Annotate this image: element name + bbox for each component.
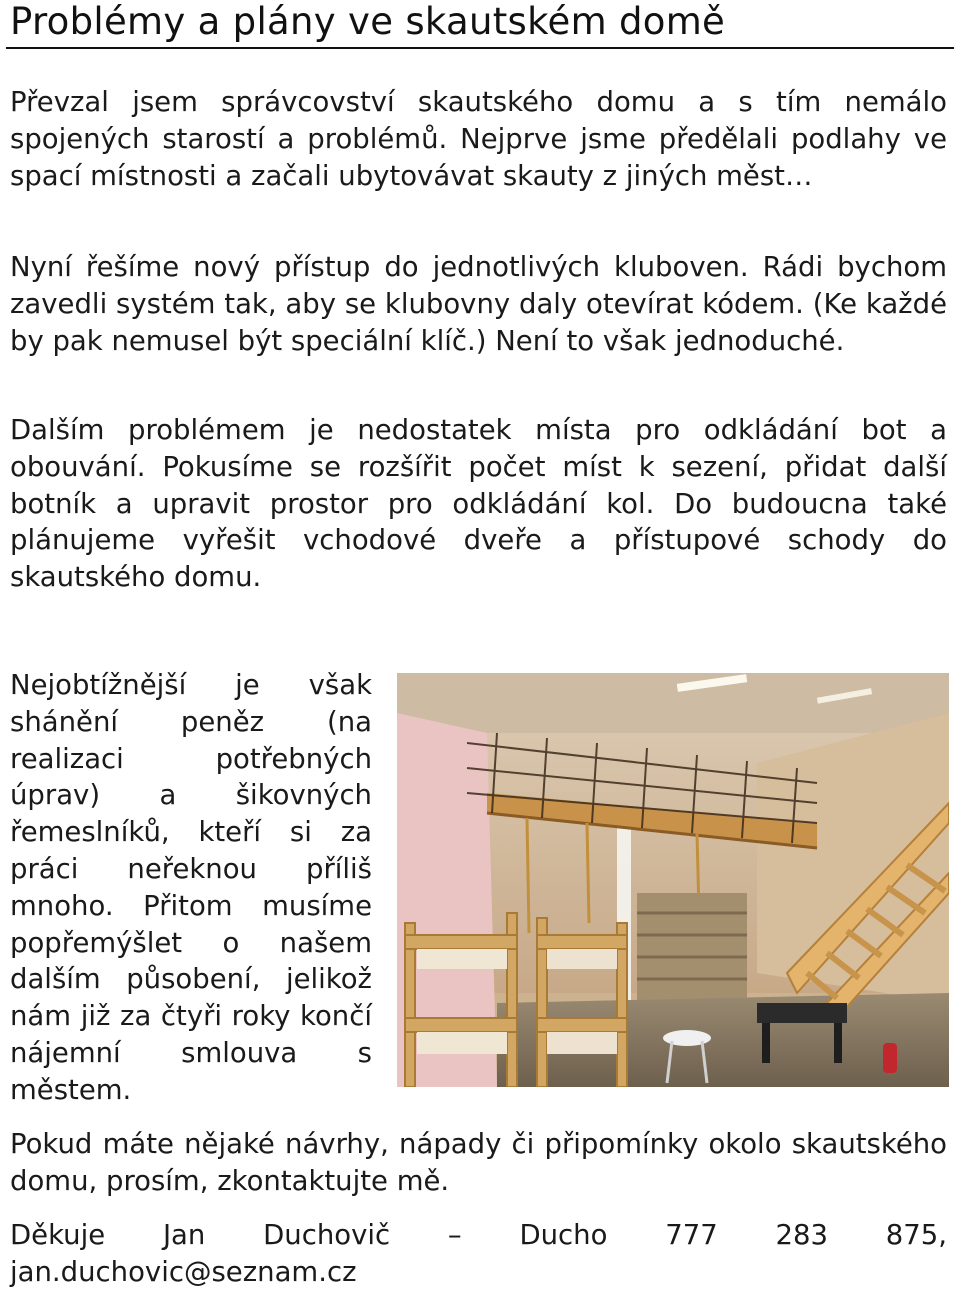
- email-link[interactable]: jan.duchovic@seznam.cz: [10, 1256, 357, 1288]
- dormitory-photo: [397, 673, 949, 1087]
- signature-line: Děkuje Jan Duchovič – Ducho 777 283 875,: [10, 1219, 947, 1251]
- page-title: Problémy a plány ve skautském domě: [10, 0, 726, 43]
- paragraph-shoe-storage: Dalším problémem je nedostatek místa pro odkládání bot a obouvání. Pokusíme se rozšířit počet míst k sezení, přidat další botník a upravit prostor pro odkládání kol. Do budoucna také plánujeme vyřešit vchodové dveře a přístupové schody do skautského domu.: [10, 414, 947, 594]
- paragraph-funding: Nejobtížnější je však shánění peněz (na realizaci potřebných úprav) a šikovných řemeslníků, kteří si za práci neřeknou příliš mnoho. Přitom musíme popřemýšlet o našem dalším působení, jelikož nám již za čtyři roky končí nájemní smlouva s městem.: [10, 669, 372, 1106]
- paragraph-takeover: Převzal jsem správcovství skautského domu a s tím nemálo spojených starostí a problémů. Nejprve jsme předělali podlahy ve spací místnosti a začali ubytovávat skauty z jiných měst…: [10, 86, 947, 192]
- title-divider: [6, 47, 954, 49]
- paragraph-club-access: Nyní řešíme nový přístup do jednotlivých kluboven. Rádi bychom zavedli systém tak, aby se klubovny daly otevírat kódem. (Ke každé by pak nemusel být speciální klíč.) Není to však jednoduché.: [10, 251, 947, 357]
- paragraph-contact-request: Pokud máte nějaké návrhy, nápady či připomínky okolo skautského domu, prosím, zkontaktujte mě.: [10, 1128, 947, 1197]
